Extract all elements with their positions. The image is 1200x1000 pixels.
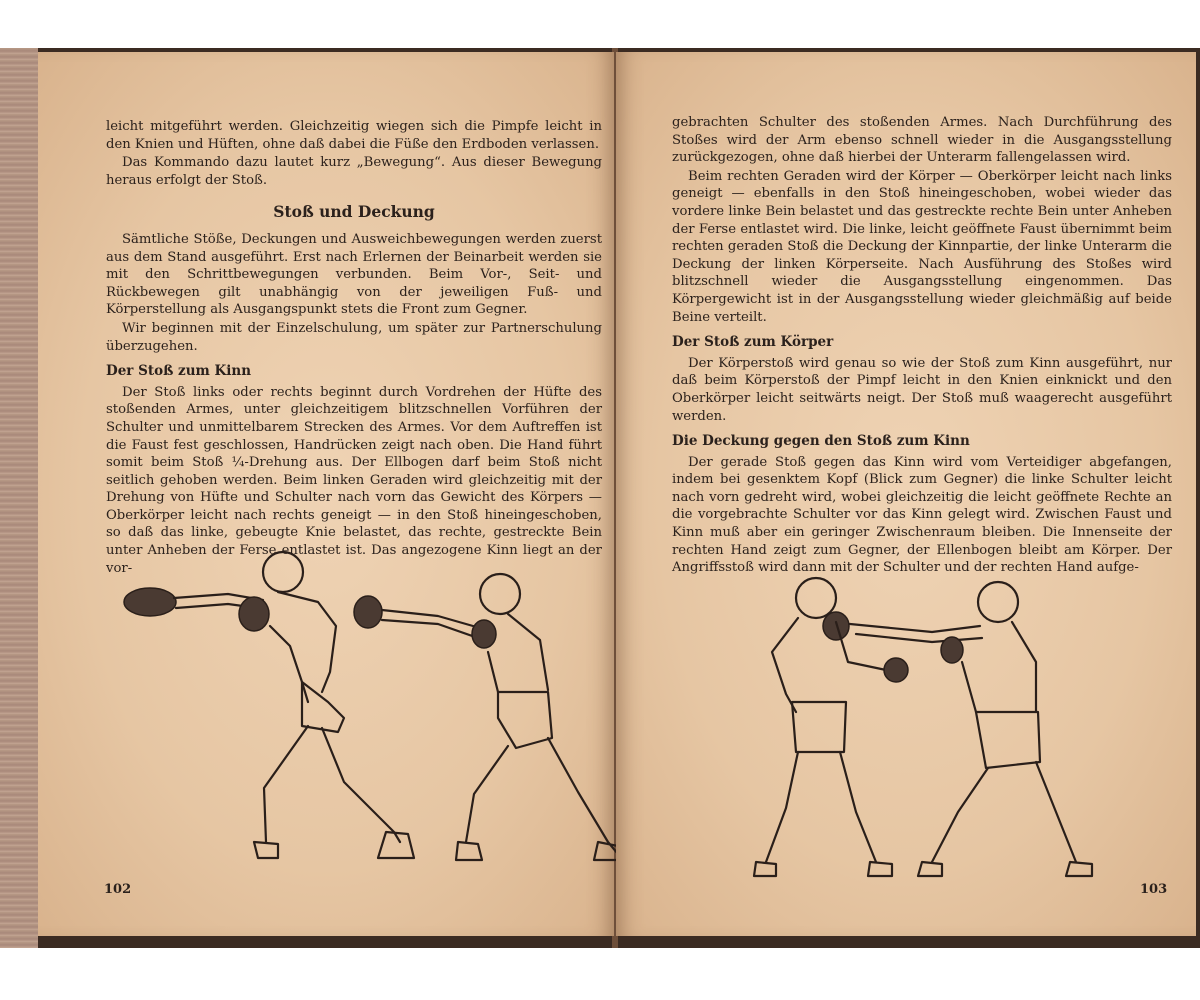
subheading: Der Stoß zum Kinn [106,363,252,380]
boxers-guard-illustration [736,562,1136,882]
boxers-straight-punch-illustration [78,542,618,882]
paragraph: Der Stoß links oder rechts beginnt durch Vordrehen der Hüfte des stoßenden Armes, unter gleichzeitigem blitzschnellen Vorführen der Schulter und unmittelbarem Strecken des Armes. Vor dem Auftreffen ist die Faust fest geschlossen, Handrücken zeigt nach oben. Die Hand führt somit beim Stoß ¼-Drehung aus. Der Ellbogen darf beim Stoß nicht seitlich gehoben werden. Beim linken Geraden wird gleichzeitig mit der Drehung von Hüfte und Schulter nach vorn das Gewicht des Körpers — Oberkörper leicht nach rechts geneigt — in den Stoß hineingeschoben, so daß das linke, gebeugte Knie belastet, das rechte, gestreckte Bein unter Anheben der Ferse entlastet ist. Das angezogene Kinn liegt an der vor- [106,384,602,576]
paragraph: leicht mitgeführt werden. Gleichzeitig wiegen sich die Pimpfe leicht in den Knien und Hüften, ohne daß dabei die Füße den Erdboden verlassen. [106,119,602,152]
paragraph: Sämtliche Stöße, Deckungen und Ausweichbewegungen werden zuerst aus dem Stand ausgeführt. Erst nach Erlernen der Beinarbeit werden sie mit den Schrittbewegungen verbunden. Beim Vor-, Seit- und Rückbewegen gilt unabhängig von der jeweiligen Fuß- und Körperstellung als Ausgangspunkt stets die Front zum Gegner. [106,231,602,318]
paragraph: Das Kommando dazu lautet kurz „Bewegung“. Aus dieser Bewegung heraus erfolgt der Stoß. [106,155,602,188]
left-page [38,52,614,936]
paragraph: Der gerade Stoß gegen das Kinn wird vom Verteidiger abgefangen, indem bei gesenktem Kopf (Blick zum Gegner) die linke Schulter leicht nach vorn gedreht wird, wobei gleichzeitig die leicht geöffnete Rechte an die vorgebrachte Schulter vor das Kinn gelegt wird. Zwischen Faust und Kinn muß aber ein geringer Zwischenraum bleiben. Die Innenseite der rechten Hand zeigt zum Gegner, der Ellenbogen bleibt am Körper. Der Angriffsstoß wird dann mit der Schulter und der rechten Hand aufge- [672,454,1172,576]
subheading: Der Stoß zum Körper [672,334,834,351]
boxer-attacker-figure [850,582,1092,876]
subheading: Die Deckung gegen den Stoß zum Kinn [672,433,970,450]
page-number: 102 [104,882,132,897]
paragraph: Der Körperstoß wird genau so wie der Stoß zum Kinn ausgeführt, nur daß beim Körperstoß der Pimpf leicht in den Knien einknickt und den Oberkörper leicht seitwärts neigt. Der Stoß muß waagerecht ausgeführt werden. [672,355,1172,424]
left-page-text [106,118,602,578]
right-page [616,52,1196,936]
paragraph: Wir beginnen mit der Einzelschulung, um später zur Partnerschulung überzugehen. [106,320,602,354]
boxer-right-figure [354,574,618,860]
page-number: 103 [1140,882,1168,897]
right-page-text [672,114,1172,578]
boxer-defender-figure [754,578,908,876]
paragraph: gebrachten Schulter des stoßenden Armes. Nach Durchführung des Stoßes wird der Arm ebenso schnell wieder in die Ausgangsstellung zurückgezogen, ohne daß hierbei der Unterarm fallengelassen wird. [672,115,1172,166]
section-title: Stoß und Deckung [273,202,435,222]
paragraph: Beim rechten Geraden wird der Körper — Oberkörper leicht nach links geneigt — ebenfalls in den Stoß hineingeschoben, wobei wieder das vordere linke Bein belastet und das gestreckte rechte Bein unter Anheben der Ferse entlastet wird. Die linke, leicht geöffnete Faust übernimmt beim rechten geraden Stoß die Deckung der Kinnpartie, der linke Unterarm die Deckung der linken Körperseite. Nach Ausführung des Stoßes wird blitzschnell wieder die Ausgangsstellung eingenommen. Das Körpergewicht ist in der Ausgangsstellung wieder gleichmäßig auf beide Beine verteilt. [672,168,1172,325]
book-cover-edge [0,48,38,948]
open-book [0,48,1200,948]
